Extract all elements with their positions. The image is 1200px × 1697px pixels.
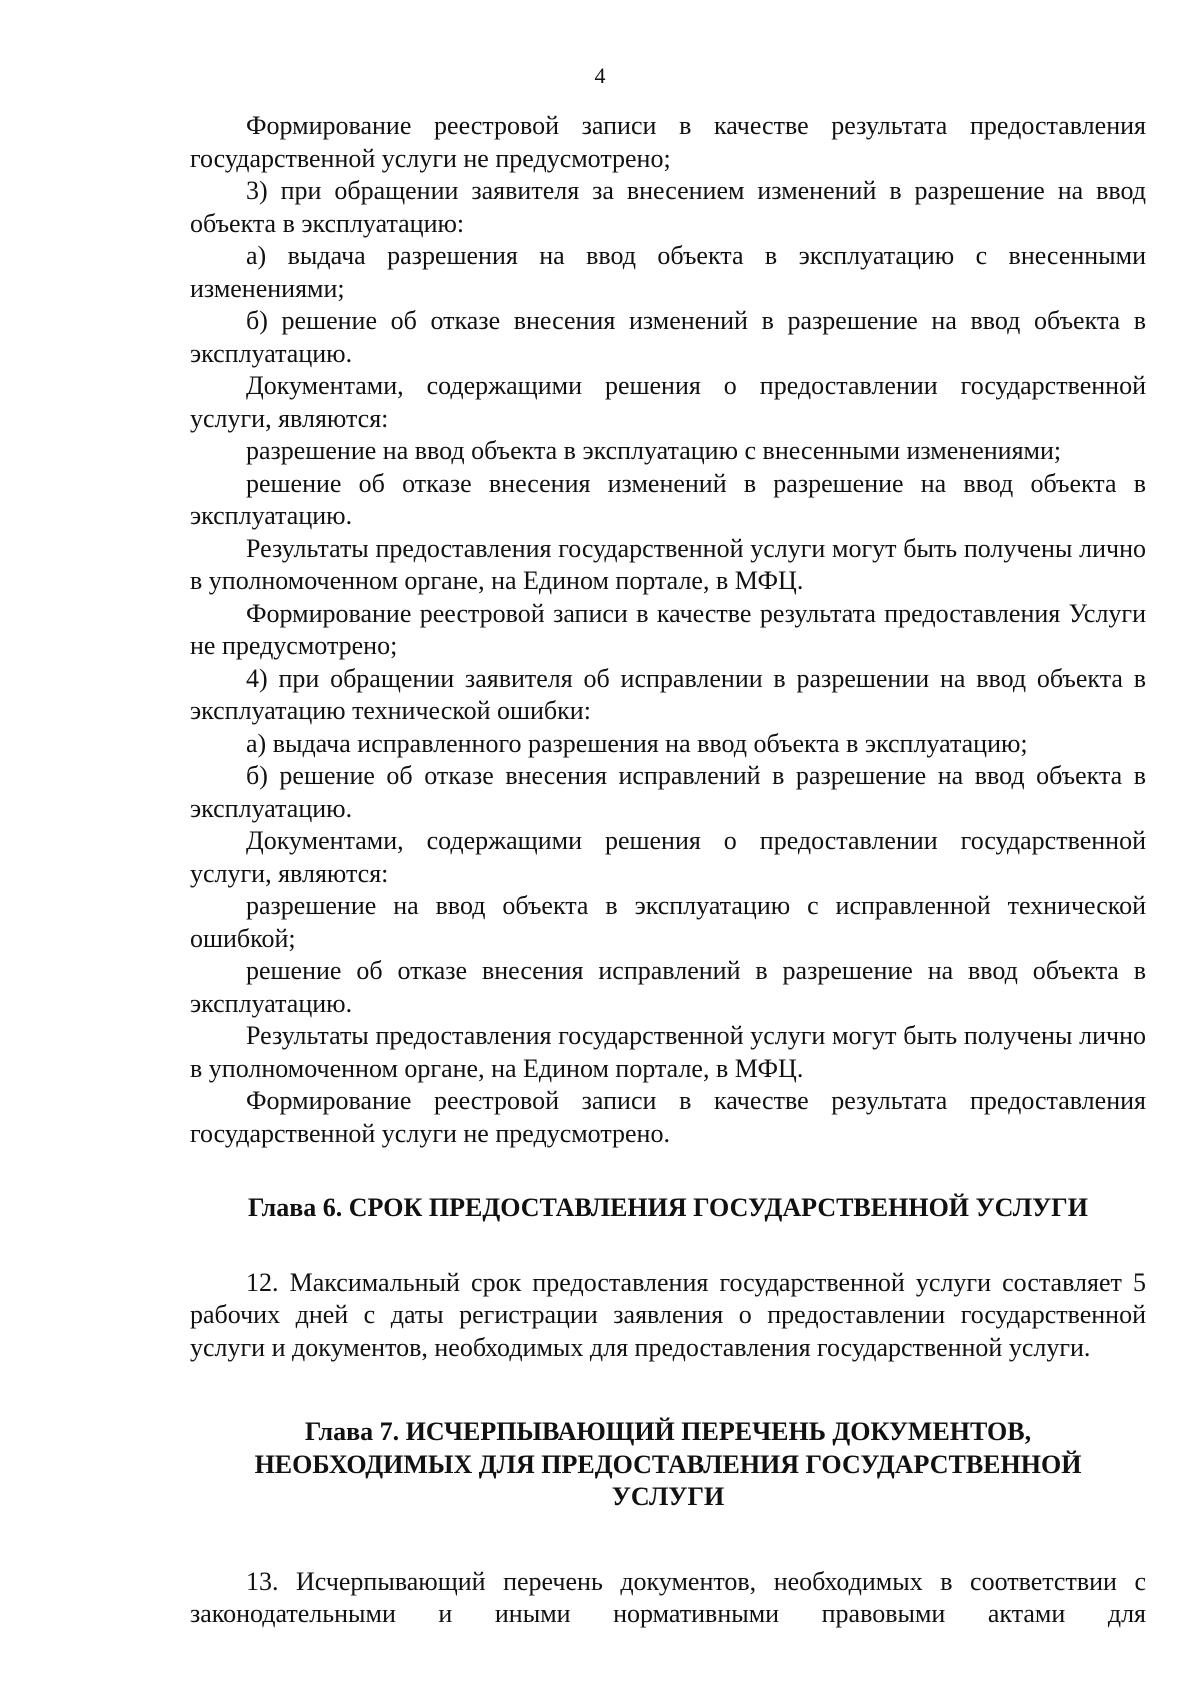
paragraph: решение об отказе внесения исправлений в разрешение на ввод объекта в эксплуатацию. <box>190 956 1146 1018</box>
chapter-7-heading-line: НЕОБХОДИМЫХ ДЛЯ ПРЕДОСТАВЛЕНИЯ ГОСУДАРСТВЕННОЙ <box>254 1449 1082 1479</box>
paragraph: Документами, содержащими решения о предоставлении государственной услуги, являются: <box>190 826 1146 888</box>
paragraph: б) решение об отказе внесения исправлений в разрешение на ввод объекта в эксплуатацию. <box>190 761 1146 823</box>
paragraph: Результаты предоставления государственной услуги могут быть получены лично в уполномоченном органе, на Едином портале, в МФЦ. <box>190 1021 1146 1083</box>
chapter-6-paragraph: 12. Максимальный срок предоставления государственной услуги составляет 5 рабочих дней с даты регистрации заявления о предоставлении государственной услуги и документов, необходимых для предоставления государственной услуги. <box>190 1267 1146 1362</box>
paragraph: а) выдача разрешения на ввод объекта в эксплуатацию с внесенными изменениями; <box>190 241 1146 303</box>
chapter-7-heading-line: УСЛУГИ <box>611 1482 725 1511</box>
paragraph: а) выдача исправленного разрешения на ввод объекта в эксплуатацию; <box>246 728 1028 758</box>
paragraph: 3) при обращении заявителя за внесением изменений в разрешение на ввод объекта в эксплуатацию: <box>190 176 1146 238</box>
paragraph: решение об отказе внесения изменений в разрешение на ввод объекта в эксплуатацию. <box>190 468 1146 530</box>
paragraph: разрешение на ввод объекта в эксплуатацию с исправленной технической ошибкой; <box>190 891 1146 953</box>
chapter-7-paragraph: 13. Исчерпывающий перечень документов, необходимых в соответствии с законодательными и иными нормативными правовыми актами для <box>190 1566 1146 1628</box>
chapter-7-heading-line: Глава 7. ИСЧЕРПЫВАЮЩИЙ ПЕРЕЧЕНЬ ДОКУМЕНТОВ, <box>304 1417 1032 1446</box>
paragraph: Результаты предоставления государственной услуги могут быть получены лично в уполномоченном органе, на Едином портале, в МФЦ. <box>190 533 1146 595</box>
paragraph: Документами, содержащими решения о предоставлении государственной услуги, являются: <box>190 371 1146 433</box>
paragraph: Формирование реестровой записи в качестве результата предоставления государственной услуги не предусмотрено; <box>190 111 1146 173</box>
chapter-7-heading <box>190 1416 1146 1514</box>
document-body <box>190 110 1146 1631</box>
paragraph: Формирование реестровой записи в качестве результата предоставления государственной услуги не предусмотрено. <box>190 1086 1146 1148</box>
paragraph: разрешение на ввод объекта в эксплуатацию с внесенными изменениями; <box>246 436 1062 465</box>
paragraph: 4) при обращении заявителя об исправлении в разрешении на ввод объекта в эксплуатацию технической ошибки: <box>190 663 1146 725</box>
chapter-6-heading: Глава 6. СРОК ПРЕДОСТАВЛЕНИЯ ГОСУДАРСТВЕННОЙ УСЛУГИ <box>248 1193 1088 1222</box>
paragraph: Формирование реестровой записи в качестве результата предоставления Услуги не предусмотрено; <box>190 598 1146 660</box>
paragraph: б) решение об отказе внесения изменений в разрешение на ввод объекта в эксплуатацию. <box>190 306 1146 368</box>
page-number: 4 <box>594 63 606 88</box>
